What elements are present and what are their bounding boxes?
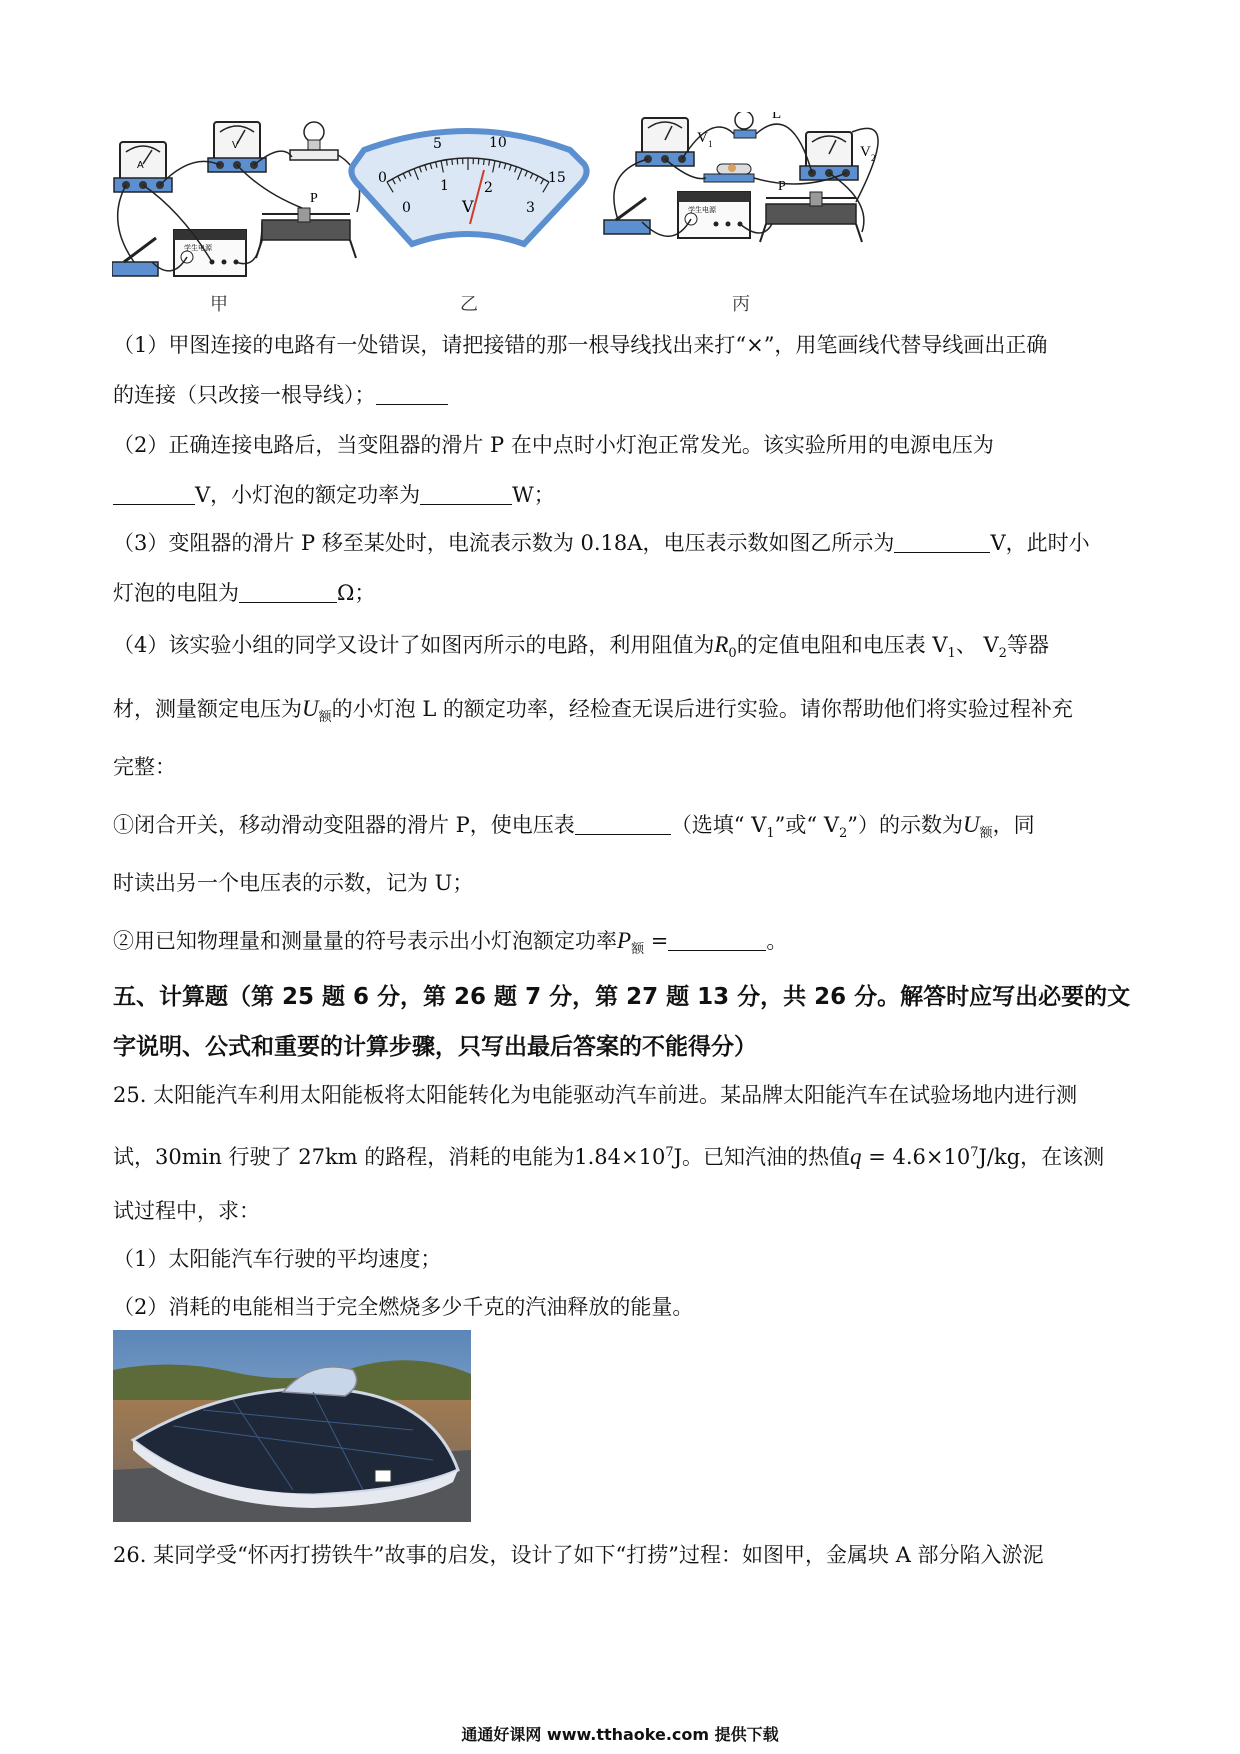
q4-step2: ②用已知物理量和测量量的符号表示出小灯泡额定功率$P_额$ = 。 xyxy=(113,928,788,958)
q25-sub2: （2）消耗的电能相当于完全燃烧多少千克的汽油释放的能量。 xyxy=(113,1295,694,1319)
svg-text:P: P xyxy=(310,191,318,206)
resistor-r0-icon xyxy=(704,164,754,182)
switch-icon-2 xyxy=(604,198,650,234)
switch-icon xyxy=(112,238,158,276)
answer-blank[interactable] xyxy=(420,482,512,505)
meter-tick xyxy=(483,159,484,165)
q3-line2: 灯泡的电阻为 Ω； xyxy=(113,581,376,605)
meter-top-label: 10 xyxy=(489,135,507,151)
rheostat-icon-2 xyxy=(760,179,862,242)
section5-heading-line2: 字说明、公式和重要的计算步骤，只写出最后答案的不能得分） xyxy=(113,1034,757,1060)
svg-text:V: V xyxy=(697,130,708,146)
meter-top-label: 5 xyxy=(433,136,442,152)
rheostat-icon xyxy=(256,191,356,258)
q1-line1: （1）甲图连接的电路有一处错误，请把接错的那一根导线找出来打“×”，用笔画线代替导线画出正确 xyxy=(113,333,1048,357)
meter-top-label: 0 xyxy=(378,170,387,186)
power-supply-icon-2 xyxy=(678,192,750,238)
q1-line2: 的连接（只改接一根导线）； xyxy=(113,380,1123,410)
q4-line1: （4）该实验小组的同学又设计了如图丙所示的电路，利用阻值为$R_0$的定值电阻和电压表 $V_1$、 $V_2$等器 xyxy=(113,632,1049,662)
circuit-figures xyxy=(112,112,1132,317)
answer-blank[interactable] xyxy=(575,812,671,835)
figure-bing xyxy=(604,112,878,315)
section5-heading-line1: 五、计算题（第 25 题 6 分，第 26 题 7 分，第 27 题 13 分，共 26 分。解答时应写出必要的文 xyxy=(113,984,1131,1010)
answer-blank[interactable] xyxy=(668,928,766,951)
page-footer[interactable]: 通通好课网 www.tthaoke.com 提供下载 xyxy=(461,1725,779,1744)
svg-text:学生电源: 学生电源 xyxy=(688,206,716,214)
svg-text:L: L xyxy=(772,112,782,122)
meter-unit: V xyxy=(462,197,474,216)
q25-sub1: （1）太阳能汽车行驶的平均速度； xyxy=(113,1247,442,1271)
answer-blank[interactable] xyxy=(113,482,195,505)
q4-step1-line2: 时读出另一个电压表的示数，记为 U； xyxy=(113,871,474,895)
svg-text:A: A xyxy=(137,160,144,171)
svg-text:学生电源: 学生电源 xyxy=(184,244,212,252)
meter-bottom-label: 1 xyxy=(440,178,449,194)
answer-blank[interactable] xyxy=(239,580,337,603)
q2-line2: V，小灯泡的额定功率为 W； xyxy=(113,480,1123,510)
answer-blank[interactable] xyxy=(894,530,990,553)
q4-step1: ①闭合开关，移动滑动变阻器的滑片 P，使电压表 （选填“ $V_1$”或“ $V_2$”）的示数为$U_额$，同 xyxy=(113,812,1035,842)
figure-jia xyxy=(112,122,360,315)
q2-line1: （2）正确连接电路后，当变阻器的滑片 P 在中点时小灯泡正常发光。该实验所用的电源电压为 xyxy=(113,433,994,457)
caption-yi: 乙 xyxy=(460,294,478,315)
svg-text:V: V xyxy=(232,140,239,151)
caption-jia: 甲 xyxy=(210,294,228,315)
q25-line2: 试，30min 行驶了 27km 的路程，消耗的电能为$1.84\times 10^7J$。已知汽油的热值$q = 4.6\times 10^7J/kg$，在该测 xyxy=(113,1144,1105,1169)
ammeter-icon xyxy=(114,142,172,192)
power-supply-icon xyxy=(174,230,246,276)
meter-bottom-label: 0 xyxy=(402,200,411,216)
meter-dial xyxy=(351,131,586,244)
svg-text:V: V xyxy=(860,144,871,160)
meter-tick xyxy=(452,159,453,165)
svg-text:P: P xyxy=(778,179,786,194)
figure-yi-meter xyxy=(351,131,586,315)
meter-bottom-label: 2 xyxy=(484,180,493,196)
svg-text:2: 2 xyxy=(871,153,876,163)
voltmeter-icon xyxy=(208,122,266,172)
solar-car-photo xyxy=(113,1330,471,1522)
q26-line1: 26. 某同学受“怀丙打捞铁牛”故事的启发，设计了如下“打捞”过程：如图甲，金属块 A 部分陷入淤泥 xyxy=(113,1543,1044,1567)
q4-line3: 完整： xyxy=(113,755,176,779)
answer-blank[interactable] xyxy=(376,382,448,405)
lamp-icon xyxy=(290,122,338,160)
q25-line3: 试过程中，求： xyxy=(113,1199,260,1223)
q4-line2: 材，测量额定电压为$U_额$的小灯泡 L 的额定功率，经检查无误后进行实验。请你帮助他们将实验过程补充 xyxy=(113,696,1073,726)
meter-bottom-label: 3 xyxy=(526,200,535,216)
figures-row xyxy=(112,112,1132,317)
q25-line1: 25. 太阳能汽车利用太阳能板将太阳能转化为电能驱动汽车前进。某品牌太阳能汽车在试验场地内进行测 xyxy=(113,1083,1078,1107)
caption-bing: 丙 xyxy=(732,294,750,315)
meter-top-label: 15 xyxy=(548,170,566,186)
svg-text:1: 1 xyxy=(708,139,713,149)
q3-line1: （3）变阻器的滑片 P 移至某处时，电流表示数为 0.18A，电压表示数如图乙所示为 V，此时小 xyxy=(113,531,1090,555)
